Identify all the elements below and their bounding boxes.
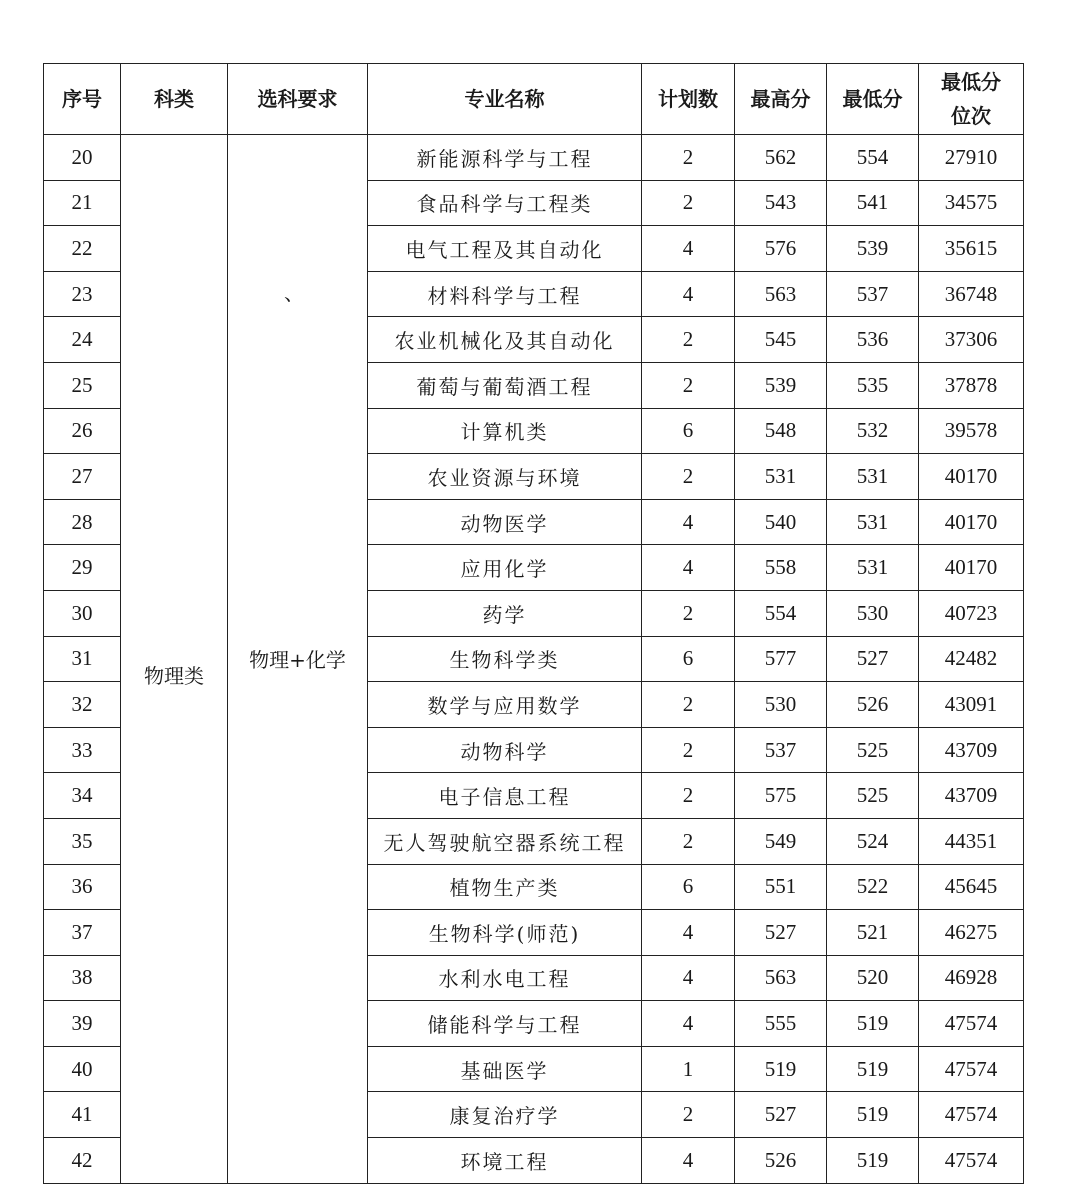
cell-seq: 37 <box>44 910 121 956</box>
cell-min-score: 531 <box>827 499 919 545</box>
cell-max-score: 563 <box>735 271 827 317</box>
cell-major-name: 农业机械化及其自动化 <box>368 317 642 363</box>
cell-min-rank: 36748 <box>919 271 1024 317</box>
cell-category: 物理类 <box>121 135 228 1184</box>
cell-min-rank: 43709 <box>919 727 1024 773</box>
cell-min-score: 535 <box>827 362 919 408</box>
cell-min-score: 519 <box>827 1001 919 1047</box>
cell-plan-count: 4 <box>642 545 735 591</box>
cell-seq: 39 <box>44 1001 121 1047</box>
cell-major-name: 药学 <box>368 590 642 636</box>
cell-seq: 30 <box>44 590 121 636</box>
cell-min-score: 541 <box>827 180 919 226</box>
cell-min-score: 532 <box>827 408 919 454</box>
cell-plan-count: 2 <box>642 454 735 500</box>
cell-major-name: 植物生产类 <box>368 864 642 910</box>
cell-max-score: 549 <box>735 818 827 864</box>
header-category: 科类 <box>121 64 228 135</box>
header-min-score: 最低分 <box>827 64 919 135</box>
cell-seq: 38 <box>44 955 121 1001</box>
cell-max-score: 540 <box>735 499 827 545</box>
table-row <box>44 135 1024 181</box>
cell-min-score: 519 <box>827 1092 919 1138</box>
cell-max-score: 537 <box>735 727 827 773</box>
cell-max-score: 539 <box>735 362 827 408</box>
cell-min-score: 537 <box>827 271 919 317</box>
stray-mark: 、 <box>284 281 304 305</box>
cell-min-rank: 44351 <box>919 818 1024 864</box>
cell-min-score: 521 <box>827 910 919 956</box>
cell-major-name: 动物医学 <box>368 499 642 545</box>
cell-major-name: 动物科学 <box>368 727 642 773</box>
cell-min-rank: 43709 <box>919 773 1024 819</box>
cell-major-name: 生物科学(师范) <box>368 910 642 956</box>
cell-seq: 29 <box>44 545 121 591</box>
cell-major-name: 环境工程 <box>368 1138 642 1184</box>
cell-min-rank: 37306 <box>919 317 1024 363</box>
cell-plan-count: 2 <box>642 773 735 819</box>
cell-min-rank: 47574 <box>919 1138 1024 1184</box>
cell-min-score: 527 <box>827 636 919 682</box>
cell-major-name: 康复治疗学 <box>368 1092 642 1138</box>
cell-major-name: 葡萄与葡萄酒工程 <box>368 362 642 408</box>
cell-major-name: 材料科学与工程 <box>368 271 642 317</box>
cell-min-score: 519 <box>827 1138 919 1184</box>
cell-max-score: 527 <box>735 910 827 956</box>
cell-major-name: 农业资源与环境 <box>368 454 642 500</box>
cell-seq: 28 <box>44 499 121 545</box>
cell-min-rank: 35615 <box>919 226 1024 272</box>
subject-requirement-text: 物理+化学 <box>249 648 346 673</box>
cell-major-name: 储能科学与工程 <box>368 1001 642 1047</box>
cell-max-score: 543 <box>735 180 827 226</box>
cell-max-score: 545 <box>735 317 827 363</box>
cell-plan-count: 4 <box>642 910 735 956</box>
cell-seq: 36 <box>44 864 121 910</box>
cell-seq: 26 <box>44 408 121 454</box>
cell-plan-count: 4 <box>642 1138 735 1184</box>
cell-plan-count: 2 <box>642 362 735 408</box>
header-row <box>44 64 1024 135</box>
cell-min-score: 539 <box>827 226 919 272</box>
cell-max-score: 562 <box>735 135 827 181</box>
cell-seq: 20 <box>44 135 121 181</box>
cell-min-score: 525 <box>827 727 919 773</box>
cell-min-rank: 46275 <box>919 910 1024 956</box>
cell-min-score: 531 <box>827 545 919 591</box>
cell-min-rank: 47574 <box>919 1092 1024 1138</box>
cell-seq: 23 <box>44 271 121 317</box>
cell-plan-count: 4 <box>642 271 735 317</box>
cell-min-rank: 40170 <box>919 545 1024 591</box>
cell-max-score: 555 <box>735 1001 827 1047</box>
header-max-score: 最高分 <box>735 64 827 135</box>
cell-seq: 25 <box>44 362 121 408</box>
header-seq: 序号 <box>44 64 121 135</box>
cell-max-score: 551 <box>735 864 827 910</box>
header-min-rank <box>919 64 1024 135</box>
cell-major-name: 新能源科学与工程 <box>368 135 642 181</box>
cell-plan-count: 6 <box>642 408 735 454</box>
cell-min-rank: 40723 <box>919 590 1024 636</box>
cell-seq: 35 <box>44 818 121 864</box>
cell-seq: 34 <box>44 773 121 819</box>
cell-plan-count: 2 <box>642 727 735 773</box>
cell-min-rank: 47574 <box>919 1046 1024 1092</box>
cell-seq: 42 <box>44 1138 121 1184</box>
cell-major-name: 生物科学类 <box>368 636 642 682</box>
cell-seq: 27 <box>44 454 121 500</box>
table-body <box>44 135 1024 1184</box>
cell-min-score: 531 <box>827 454 919 500</box>
header-major-name: 专业名称 <box>368 64 642 135</box>
cell-max-score: 576 <box>735 226 827 272</box>
cell-plan-count: 2 <box>642 1092 735 1138</box>
cell-max-score: 527 <box>735 1092 827 1138</box>
cell-seq: 32 <box>44 682 121 728</box>
cell-seq: 24 <box>44 317 121 363</box>
admission-table <box>43 63 1024 1184</box>
cell-min-score: 525 <box>827 773 919 819</box>
cell-plan-count: 2 <box>642 135 735 181</box>
header-min-rank-line1: 最低分 <box>941 70 1001 94</box>
cell-min-rank: 47574 <box>919 1001 1024 1047</box>
cell-major-name: 计算机类 <box>368 408 642 454</box>
cell-plan-count: 2 <box>642 818 735 864</box>
cell-plan-count: 2 <box>642 590 735 636</box>
cell-plan-count: 4 <box>642 226 735 272</box>
cell-max-score: 563 <box>735 955 827 1001</box>
cell-max-score: 548 <box>735 408 827 454</box>
cell-seq: 40 <box>44 1046 121 1092</box>
cell-max-score: 554 <box>735 590 827 636</box>
cell-plan-count: 1 <box>642 1046 735 1092</box>
cell-min-rank: 45645 <box>919 864 1024 910</box>
cell-plan-count: 4 <box>642 955 735 1001</box>
cell-major-name: 应用化学 <box>368 545 642 591</box>
cell-min-rank: 40170 <box>919 499 1024 545</box>
cell-min-rank: 40170 <box>919 454 1024 500</box>
cell-min-score: 519 <box>827 1046 919 1092</box>
cell-min-rank: 46928 <box>919 955 1024 1001</box>
cell-max-score: 531 <box>735 454 827 500</box>
cell-min-rank: 27910 <box>919 135 1024 181</box>
cell-seq: 33 <box>44 727 121 773</box>
cell-min-rank: 42482 <box>919 636 1024 682</box>
cell-min-score: 520 <box>827 955 919 1001</box>
cell-min-rank: 43091 <box>919 682 1024 728</box>
cell-min-score: 526 <box>827 682 919 728</box>
header-min-rank-line2: 位次 <box>951 104 991 128</box>
cell-major-name: 电子信息工程 <box>368 773 642 819</box>
cell-plan-count: 2 <box>642 317 735 363</box>
cell-plan-count: 2 <box>642 180 735 226</box>
header-plan-count: 计划数 <box>642 64 735 135</box>
cell-plan-count: 2 <box>642 682 735 728</box>
cell-min-rank: 37878 <box>919 362 1024 408</box>
cell-max-score: 526 <box>735 1138 827 1184</box>
cell-seq: 31 <box>44 636 121 682</box>
cell-plan-count: 4 <box>642 499 735 545</box>
cell-seq: 22 <box>44 226 121 272</box>
cell-seq: 21 <box>44 180 121 226</box>
cell-max-score: 575 <box>735 773 827 819</box>
cell-plan-count: 6 <box>642 864 735 910</box>
cell-max-score: 530 <box>735 682 827 728</box>
cell-major-name: 数学与应用数学 <box>368 682 642 728</box>
cell-subject-requirement <box>228 135 368 1184</box>
cell-plan-count: 4 <box>642 1001 735 1047</box>
cell-min-rank: 34575 <box>919 180 1024 226</box>
header-subject-requirement: 选科要求 <box>228 64 368 135</box>
cell-min-score: 524 <box>827 818 919 864</box>
cell-min-rank: 39578 <box>919 408 1024 454</box>
cell-major-name: 电气工程及其自动化 <box>368 226 642 272</box>
cell-seq: 41 <box>44 1092 121 1138</box>
cell-min-score: 530 <box>827 590 919 636</box>
cell-major-name: 食品科学与工程类 <box>368 180 642 226</box>
cell-min-score: 522 <box>827 864 919 910</box>
cell-major-name: 无人驾驶航空器系统工程 <box>368 818 642 864</box>
cell-plan-count: 6 <box>642 636 735 682</box>
cell-min-score: 554 <box>827 135 919 181</box>
cell-major-name: 基础医学 <box>368 1046 642 1092</box>
cell-max-score: 558 <box>735 545 827 591</box>
cell-max-score: 577 <box>735 636 827 682</box>
cell-min-score: 536 <box>827 317 919 363</box>
cell-max-score: 519 <box>735 1046 827 1092</box>
cell-major-name: 水利水电工程 <box>368 955 642 1001</box>
